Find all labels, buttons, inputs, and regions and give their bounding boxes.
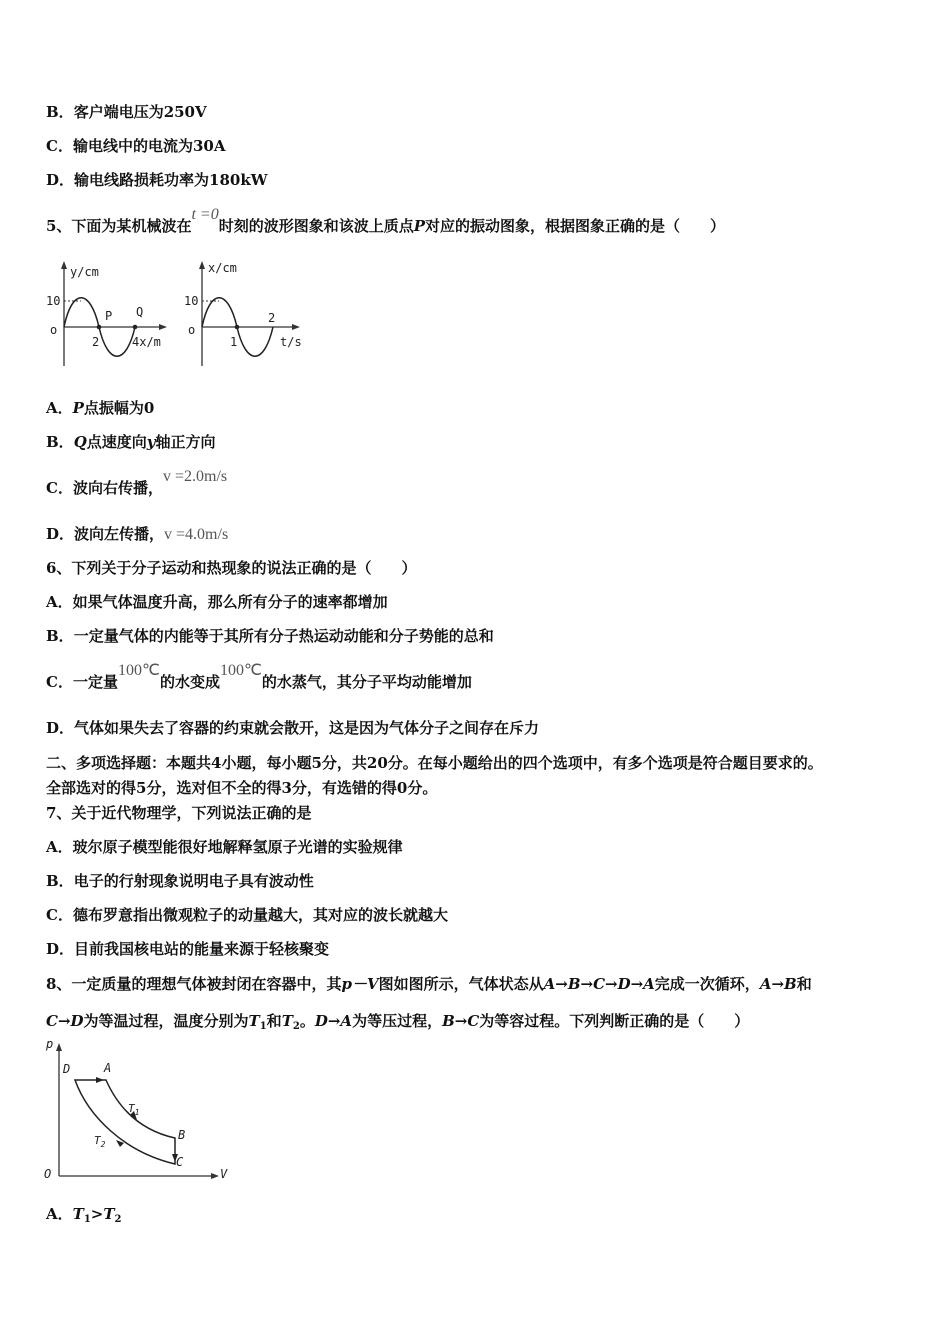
cycle-path [75, 1080, 175, 1164]
q8-stem-text: 和 [266, 1012, 282, 1030]
temperature-math: 100℃ [219, 662, 262, 679]
option-text: 气体如果失去了容器的约束就会散开，这是因为气体分子之间存在斥力 [74, 719, 540, 737]
option-text: 点速度向 [86, 433, 147, 451]
q8-stem-line2 [46, 1011, 749, 1037]
option-text: 输电线中的电流为30A [72, 137, 226, 155]
option-text: 玻尔原子模型能很好地解释氢原子光谱的实验规律 [72, 838, 403, 856]
q8-pv-graph [38, 1036, 238, 1186]
q5-option-b[interactable] [46, 432, 216, 452]
q8-option-a[interactable] [46, 1204, 122, 1230]
var-q: Q [73, 433, 87, 451]
q8-stem-text: 图如图所示，气体状态从 [378, 975, 544, 993]
option-text: 一定量 [72, 673, 118, 691]
point-q [133, 325, 138, 330]
option-label: D． [46, 525, 75, 543]
x-axis-arrow [292, 324, 300, 330]
q5-option-c[interactable] [46, 468, 228, 499]
temperature-math: 100℃ [117, 662, 160, 679]
option-label: D． [46, 171, 75, 189]
t2-sub: 2 [100, 1140, 106, 1149]
label-c: C [176, 1155, 184, 1169]
option-label: B． [46, 433, 74, 451]
point-p [97, 325, 102, 330]
option-label: A． [46, 1205, 73, 1223]
y-axis-arrow [199, 261, 205, 269]
option-text: 德布罗意指出微观粒子的动量越大，其对应的波长就越大 [72, 906, 448, 924]
q5-stem-text: 5、下面为某机械波在 [46, 217, 192, 235]
point-1 [235, 325, 240, 330]
section2-instructions-line2: 全部选对的得5分，选对但不全的得3分，有选错的得0分。 [46, 779, 438, 797]
y-axis-arrow [61, 261, 67, 269]
option-text: 的水蒸气，其分子平均动能增加 [261, 673, 472, 691]
q8-cycle: A→B→C→D→A [543, 975, 655, 993]
option-text: 波向左传播， [74, 525, 165, 543]
t1-letter: T [128, 1102, 135, 1115]
q7-option-c[interactable] [46, 905, 448, 925]
q8-stem-text: 和 [796, 975, 812, 993]
q6-option-c[interactable] [46, 662, 472, 693]
section2-instructions-line1: 二、多项选择题：本题共4小题，每小题5分，共20分。在每小题给出的四个选项中，有多个选项是符合题目要求的。 [46, 754, 823, 772]
option-text: 如果气体温度升高，那么所有分子的速率都增加 [72, 593, 388, 611]
q4-option-c[interactable] [46, 136, 225, 156]
q7-stem: 7、关于近代物理学，下列说法正确的是 [46, 804, 312, 822]
var-t2-sub: 2 [114, 1214, 122, 1225]
q5-option-d[interactable] [46, 524, 228, 545]
origin-label: o [188, 323, 196, 337]
q8-stem-text: 为等温过程，温度分别为 [83, 1012, 249, 1030]
y-axis-label: x/cm [208, 261, 237, 275]
var-t1: T [72, 1205, 84, 1223]
label-a: A [104, 1061, 112, 1075]
option-text: 一定量气体的内能等于其所有分子热运动动能和分子势能的总和 [73, 627, 494, 645]
q5-vibration-graph [182, 258, 312, 368]
option-text: 波向右传播， [72, 479, 163, 497]
option-text: 点振幅为0 [83, 399, 155, 417]
q8-stem-line1 [46, 974, 812, 994]
option-label: B． [46, 872, 74, 890]
q6-option-a[interactable] [46, 592, 388, 612]
q5-stem [46, 206, 726, 237]
option-text: 轴正方向 [155, 433, 216, 451]
label-q: Q [136, 305, 144, 319]
q6-option-d[interactable] [46, 718, 539, 738]
origin-label: O [44, 1167, 52, 1181]
q5-stem-text: 对应的振动图象，根据图象正确的是（ ） [425, 217, 726, 235]
y-axis-label: y/cm [70, 265, 99, 279]
option-text: 电子的行射现象说明电子具有波动性 [73, 872, 314, 890]
v-axis-label: V [220, 1167, 228, 1181]
var-y: y [146, 433, 156, 451]
option-label: C． [46, 906, 73, 924]
tick-1: 1 [230, 335, 238, 349]
x-axis-arrow [159, 324, 167, 330]
t2-letter: T [94, 1134, 101, 1147]
q8-da: D→A [314, 1012, 353, 1030]
q8-t2: T [281, 1012, 293, 1030]
q4-option-b[interactable] [46, 102, 207, 122]
var-t2: T [103, 1205, 115, 1223]
option-text: 输电线路损耗功率为180kW [74, 171, 268, 189]
origin-label: o [50, 323, 58, 337]
var-t1-sub: 1 [83, 1214, 91, 1225]
q8-ab: A→B [759, 975, 797, 993]
q8-bc: B→C [442, 1012, 480, 1030]
greater-than: > [90, 1205, 104, 1223]
q8-t2-sub: 2 [292, 1021, 300, 1032]
tick-10: 10 [46, 294, 61, 308]
option-text: 目前我国核电站的能量来源于轻核聚变 [74, 940, 330, 958]
q5-wave-graph [44, 258, 174, 368]
q8-t1-sub: 1 [259, 1021, 267, 1032]
option-label: A． [46, 399, 73, 417]
label-p: P [105, 309, 113, 323]
q5-math-t: t =0 [191, 206, 219, 223]
q8-stem-text: 完成一次循环， [654, 975, 760, 993]
arrow-d-to-a [96, 1077, 104, 1083]
q7-option-b[interactable] [46, 871, 314, 891]
q8-stem-text: 8、一定质量的理想气体被封闭在容器中，其 [46, 975, 342, 993]
t1-sub: 1 [134, 1108, 140, 1117]
option-text: 客户端电压为250V [73, 103, 207, 121]
q7-option-a[interactable] [46, 837, 403, 857]
q6-option-b[interactable] [46, 626, 494, 646]
p-axis-arrow [56, 1043, 62, 1051]
tick-10: 10 [184, 294, 199, 308]
option-label: D． [46, 940, 75, 958]
velocity-math: v =4.0m/s [164, 526, 229, 543]
x-axis-label: 4x/m [132, 335, 161, 349]
label-b: B [178, 1128, 186, 1142]
option-text: 的水变成 [159, 673, 220, 691]
option-label: B． [46, 627, 74, 645]
option-label: D． [46, 719, 75, 737]
var-p: P [72, 399, 84, 417]
q6-stem: 6、下列关于分子运动和热现象的说法正确的是（ ） [46, 559, 417, 577]
label-t2 [94, 1134, 106, 1149]
option-label: C． [46, 137, 73, 155]
tick-2: 2 [92, 335, 100, 349]
q5-stem-text: 时刻的波形图象和该波上质点 [218, 217, 414, 235]
p-axis-label: p [46, 1037, 54, 1051]
option-label: C． [46, 673, 73, 691]
label-t1 [128, 1102, 139, 1117]
tick-2: 2 [268, 311, 276, 325]
q8-stem-text: 为等压过程， [352, 1012, 443, 1030]
velocity-math: v =2.0m/s [162, 468, 228, 485]
q8-stem-text: 为等容过程。下列判断正确的是（ ） [479, 1012, 750, 1030]
q7-option-d[interactable] [46, 939, 329, 959]
q8-t1: T [248, 1012, 260, 1030]
option-label: A． [46, 593, 73, 611]
q8-stem-text: 。 [299, 1012, 315, 1030]
q5-option-a[interactable] [46, 398, 154, 418]
q4-option-d[interactable] [46, 170, 268, 190]
q5-var-p: P [413, 217, 425, 235]
label-d: D [63, 1062, 71, 1076]
option-label: C． [46, 479, 73, 497]
q8-cd: C→D [46, 1012, 84, 1030]
v-axis-arrow [211, 1173, 219, 1179]
q8-pv: p－V [341, 975, 379, 993]
x-axis-label: t/s [280, 335, 302, 349]
option-label: B． [46, 103, 74, 121]
option-label: A． [46, 838, 73, 856]
